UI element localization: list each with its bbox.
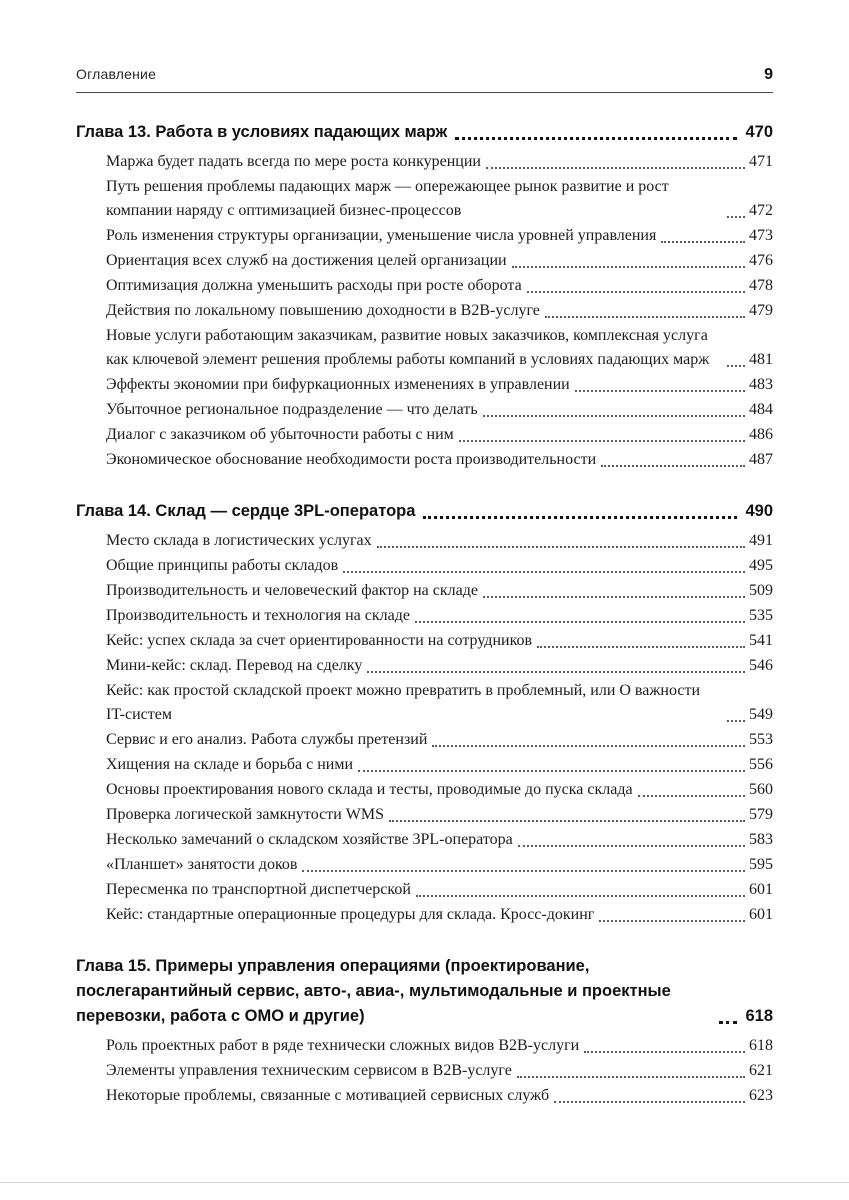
- toc-list: [76, 120, 773, 1108]
- dot-leader: [527, 291, 745, 293]
- chapter-row-page-number: 490: [745, 502, 773, 520]
- dot-leader: [486, 167, 745, 169]
- toc-entry-title: Место склада в логистических услугах: [106, 532, 372, 549]
- dot-leader: [302, 870, 745, 872]
- dot-leader: [584, 1051, 745, 1053]
- toc-entry: [76, 853, 773, 877]
- toc-entry-title: Диалог с заказчиком об убыточности работы с ним: [106, 426, 454, 443]
- dot-leader: [377, 546, 745, 548]
- toc-entry: [76, 753, 773, 777]
- dot-leader: [518, 845, 745, 847]
- toc-entry: [76, 150, 773, 174]
- toc-entry: [76, 903, 773, 927]
- dot-leader: [512, 266, 745, 268]
- toc-entry-page-number: 491: [749, 532, 773, 549]
- toc-entry-title: Пересменка по транспортной диспетчерской: [106, 881, 411, 898]
- toc-entry-page-number: 473: [749, 227, 773, 244]
- toc-entry-page-number: 483: [749, 376, 773, 393]
- page-header: [76, 66, 773, 93]
- toc-entry-page-number: 549: [749, 706, 773, 723]
- dot-leader: [455, 137, 737, 140]
- toc-entry: [76, 778, 773, 802]
- toc-entry: [76, 448, 773, 472]
- header-page-number: 9: [764, 66, 773, 83]
- toc-entry: [76, 878, 773, 902]
- toc-entry-title: Новые услуги работающим заказчикам, развитие новых заказчиков, комплексная услуга как ключевой элемент решения проблемы работы компаний в условиях падающих марж: [106, 327, 710, 368]
- toc-entry-page-number: 471: [749, 153, 773, 170]
- toc-entry-title: Хищения на складе и борьба с ними: [106, 756, 354, 773]
- toc-entry: [76, 654, 773, 678]
- chapter-row: [76, 954, 773, 1029]
- toc-entry-title: Эффекты экономии при бифуркационных изменениях в управлении: [106, 376, 570, 393]
- toc-entry: [76, 679, 773, 727]
- toc-entry-page-number: 621: [749, 1062, 773, 1079]
- toc-entry-page-number: 601: [749, 881, 773, 898]
- toc-entry-title: «Планшет» занятости доков: [106, 856, 298, 873]
- toc-entry-title: Производительность и человеческий фактор на складе: [106, 582, 478, 599]
- toc-entry: [76, 803, 773, 827]
- toc-entry: [76, 1059, 773, 1083]
- toc-entry: [76, 828, 773, 852]
- toc-entry-page-number: 546: [749, 657, 773, 674]
- dot-leader: [554, 1101, 745, 1103]
- toc-entry: [76, 728, 773, 752]
- toc-entry: [76, 175, 773, 223]
- toc-entry-page-number: 601: [749, 906, 773, 923]
- toc-entry-page-number: 618: [749, 1037, 773, 1054]
- toc-entry-title: Ориентация всех служб на достижения целей организации: [106, 252, 507, 269]
- toc-entry: [76, 274, 773, 298]
- dot-leader: [638, 795, 745, 797]
- toc-entry: [76, 373, 773, 397]
- toc-entry-title: Убыточное региональное подразделение — что делать: [106, 401, 478, 418]
- dot-leader: [483, 415, 745, 417]
- dot-leader: [517, 1076, 745, 1078]
- toc-entry-page-number: 509: [749, 582, 773, 599]
- toc-entry: [76, 629, 773, 653]
- chapter-row-title: Глава 14. Склад — сердце 3PL-оператора: [76, 502, 416, 520]
- toc-entry: [76, 579, 773, 603]
- chapter-row-title: Глава 15. Примеры управления операциями (проектирование, послегарантийный сервис, авто-, авиа-, мультимодальные и проектные перевозки, работа с ОМО и другие): [76, 957, 671, 1025]
- toc-entry: [76, 529, 773, 553]
- dot-leader: [727, 365, 745, 367]
- toc-entry-title: Оптимизация должна уменьшить расходы при росте оборота: [106, 277, 522, 294]
- toc-entry-title: Несколько замечаний о складском хозяйстве 3PL-оператора: [106, 831, 513, 848]
- dot-leader: [545, 316, 745, 318]
- toc-entry-title: Роль изменения структуры организации, уменьшение числа уровней управления: [106, 227, 657, 244]
- toc-entry-title: Производительность и технология на складе: [106, 607, 410, 624]
- dot-leader: [415, 621, 745, 623]
- toc-entry-title: Некоторые проблемы, связанные с мотивацией сервисных служб: [106, 1087, 550, 1104]
- toc-entry-page-number: 487: [749, 451, 773, 468]
- toc-entry-page-number: 560: [749, 781, 773, 798]
- toc-entry-page-number: 476: [749, 252, 773, 269]
- toc-entry-title: Кейс: стандартные операционные процедуры для склада. Кросс-докинг: [106, 906, 595, 923]
- toc-entry-title: Экономическое обоснование необходимости роста производительности: [106, 451, 597, 468]
- toc-entry-page-number: 478: [749, 277, 773, 294]
- toc-entry: [76, 249, 773, 273]
- toc-entry-page-number: 556: [749, 756, 773, 773]
- toc-entry-page-number: 535: [749, 607, 773, 624]
- toc-entry-page-number: 579: [749, 806, 773, 823]
- chapter-row-page-number: 618: [745, 1007, 773, 1025]
- dot-leader: [416, 895, 745, 897]
- dot-leader: [432, 745, 745, 747]
- dot-leader: [719, 1021, 737, 1024]
- dot-leader: [459, 440, 745, 442]
- toc-entry-title: Действия по локальному повышению доходности в B2B-услуге: [106, 302, 540, 319]
- dot-leader: [343, 571, 745, 573]
- toc-entry-title: Кейс: как простой складской проект можно превратить в проблемный, или О важности IT-систем: [106, 682, 701, 723]
- dot-leader: [727, 720, 745, 722]
- dot-leader: [599, 920, 745, 922]
- toc-entry-title: Мини-кейс: склад. Перевод на сделку: [106, 657, 363, 674]
- toc-entry: [76, 423, 773, 447]
- dot-leader: [661, 241, 745, 243]
- toc-entry-page-number: 553: [749, 731, 773, 748]
- toc-entry: [76, 1084, 773, 1108]
- toc-entry-title: Сервис и его анализ. Работа службы претензий: [106, 731, 428, 748]
- toc-entry-page-number: 481: [749, 351, 773, 368]
- dot-leader: [389, 820, 745, 822]
- toc-entry-page-number: 623: [749, 1087, 773, 1104]
- toc-entry-title: Элементы управления техническим сервисом в B2B-услуге: [106, 1062, 512, 1079]
- toc-entry-title: Путь решения проблемы падающих марж — опережающее рынок развитие и рост компании наряду с оптимизацией бизнес-процессов: [106, 178, 669, 219]
- toc-entry-title: Общие принципы работы складов: [106, 557, 339, 574]
- toc-entry: [76, 1034, 773, 1058]
- toc-entry-title: Основы проектирования нового склада и тесты, проводимые до пуска склада: [106, 781, 633, 798]
- toc-entry: [76, 299, 773, 323]
- toc-entry-title: Проверка логической замкнутости WMS: [106, 806, 384, 823]
- chapter-row: [76, 120, 773, 145]
- toc-entry: [76, 398, 773, 422]
- chapter-row: [76, 499, 773, 524]
- toc-entry-page-number: 595: [749, 856, 773, 873]
- dot-leader: [423, 516, 737, 519]
- toc-entry-page-number: 583: [749, 831, 773, 848]
- running-title: Оглавление: [76, 66, 157, 82]
- chapter-row-page-number: 470: [745, 123, 773, 141]
- toc-entry: [76, 324, 773, 372]
- toc-entry: [76, 604, 773, 628]
- toc-entry-page-number: 484: [749, 401, 773, 418]
- toc-entry-title: Кейс: успех склада за счет ориентированности на сотрудников: [106, 632, 533, 649]
- chapter-row-title: Глава 13. Работа в условиях падающих марж: [76, 123, 448, 141]
- page-bottom-edge: [0, 1182, 849, 1183]
- toc-entry-page-number: 495: [749, 557, 773, 574]
- toc-entry: [76, 554, 773, 578]
- toc-entry-page-number: 486: [749, 426, 773, 443]
- dot-leader: [575, 390, 745, 392]
- dot-leader: [537, 646, 745, 648]
- dot-leader: [358, 770, 745, 772]
- toc-entry-page-number: 472: [749, 202, 773, 219]
- dot-leader: [367, 671, 745, 673]
- toc-entry-title: Маржа будет падать всегда по мере роста конкуренции: [106, 153, 481, 170]
- toc-entry-title: Роль проектных работ в ряде технически сложных видов B2B-услуги: [106, 1037, 580, 1054]
- dot-leader: [601, 465, 745, 467]
- toc-entry: [76, 224, 773, 248]
- dot-leader: [727, 216, 745, 218]
- toc-entry-page-number: 479: [749, 302, 773, 319]
- dot-leader: [483, 596, 745, 598]
- toc-entry-page-number: 541: [749, 632, 773, 649]
